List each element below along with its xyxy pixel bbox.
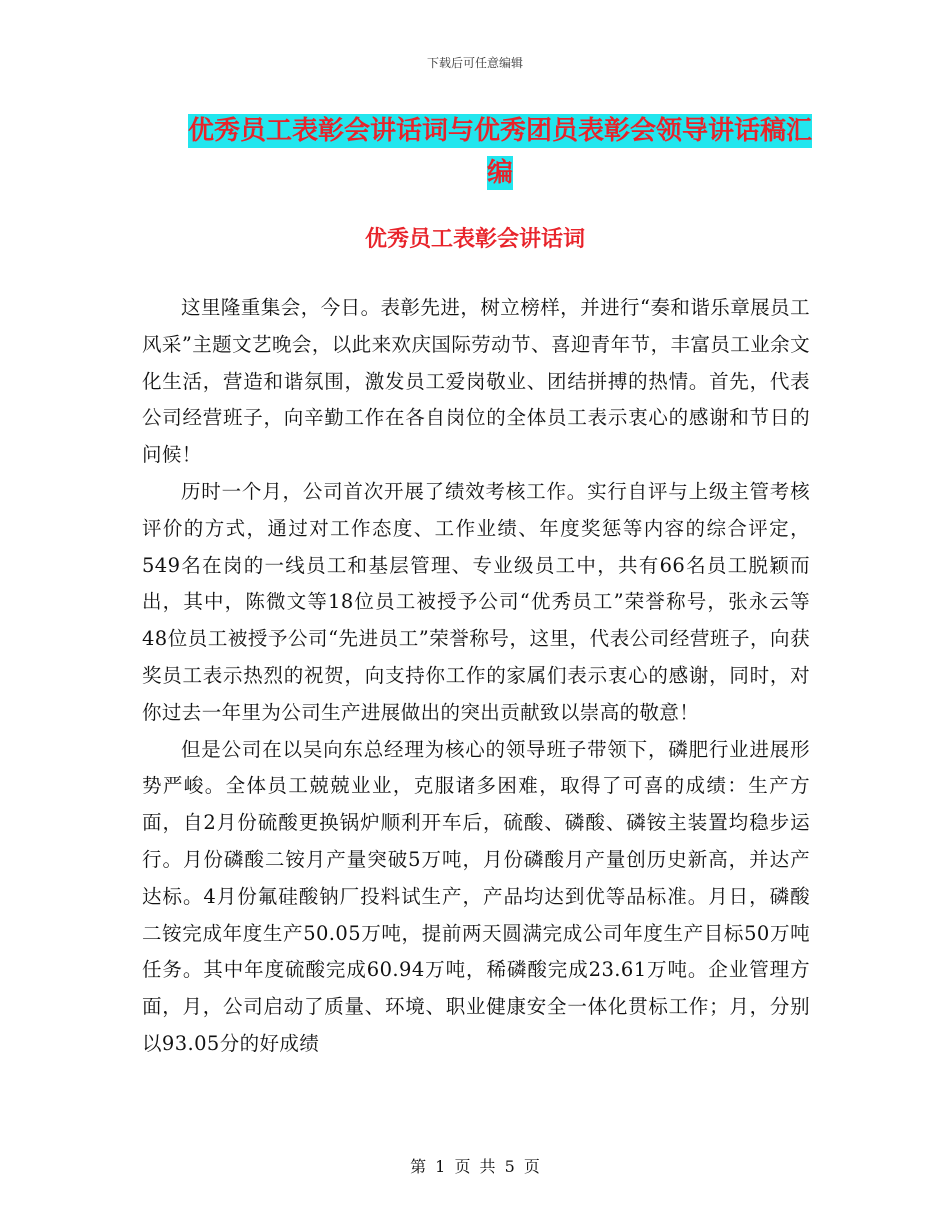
paragraph: 历时一个月，公司首次开展了绩效考核工作。实行自评与上级主管考核评价的方式，通过对工作态度、工作业绩、年度奖惩等内容的综合评定，549名在岗的一线员工和基层管理、专业级员工中，共有66名员工脱颖而出，其中，陈微文等18位员工被授予公司“优秀员工”荣誉称号，张永云等48位员工被授予公司“先进员工”荣誉称号，这里，代表公司经营班子，向获奖员工表示热烈的祝贺，向支持你工作的家属们表示衷心的感谢，同时，对你过去一年里为公司生产进展做出的突出贡献致以崇高的敬意！ <box>142 479 810 724</box>
body-text <box>142 290 810 1063</box>
page-footer: 第 1 页 共 5 页 <box>410 1157 540 1176</box>
section-title: 优秀员工表彰会讲话词 <box>364 227 585 252</box>
page-header-note: 下载后可任意编辑 <box>426 56 523 70</box>
document-title <box>180 110 820 194</box>
paragraph: 但是公司在以吴向东总经理为核心的领导班子带领下，磷肥行业进展形势严峻。全体员工兢兢业业，克服诸多困难，取得了可喜的成绩：生产方面，自2月份硫酸更换锅炉顺利开车后，硫酸、磷酸、磷铵主装置均稳步运行。月份磷酸二铵月产量突破5万吨，月份磷酸月产量创历史新高，并达产达标。4月份氟硅酸钠厂投料试生产，产品均达到优等品标准。月日，磷酸二铵完成年度生产50.05万吨，提前两天圆满完成公司年度生产目标50万吨任务。其中年度硫酸完成60.94万吨，稀磷酸完成23.61万吨。企业管理方面，月，公司启动了质量、环境、职业健康安全一体化贯标工作；月，分别以93.05分的好成绩 <box>142 737 810 1055</box>
document-title-text: 优秀员工表彰会讲话词与优秀团员表彰会领导讲话稿汇编 <box>187 116 812 188</box>
paragraph: 这里隆重集会，今日。表彰先进，树立榜样，并进行“奏和谐乐章展员工风采”主题文艺晚会，以此来欢庆国际劳动节、喜迎青年节，丰富员工业余文化生活，营造和谐氛围，激发员工爱岗敬业、团结拼搏的热情。首先，代表公司经营班子，向辛勤工作在各自岗位的全体员工表示衷心的感谢和节日的问候！ <box>142 296 810 467</box>
